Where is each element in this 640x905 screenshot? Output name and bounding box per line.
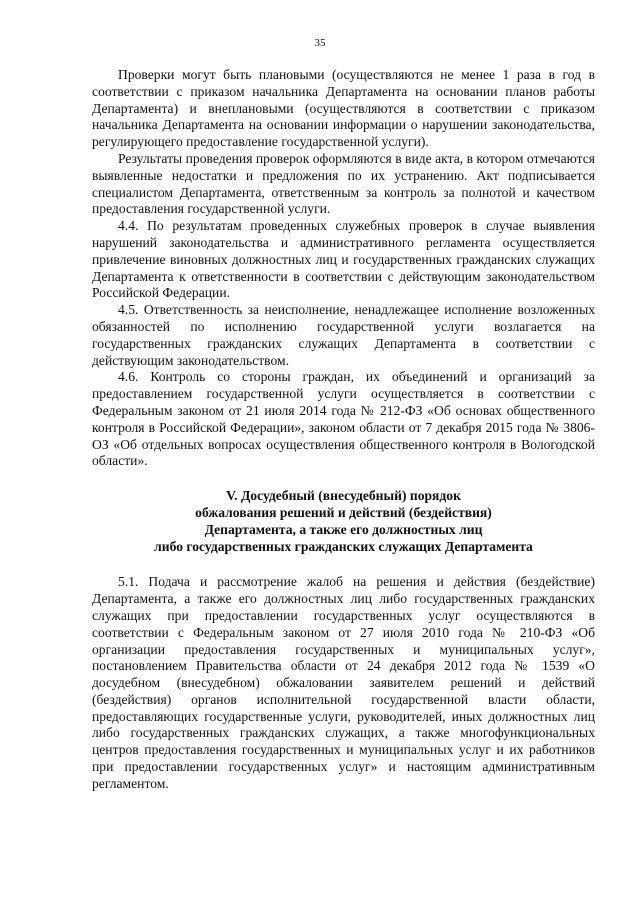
paragraph-inspections: Проверки могут быть плановыми (осуществляются не менее 1 раза в год в соответствии с приказом начальника Департамента на основании планов работы Департамента) и внеплановыми (осуществляются в соответствии с приказом начальника Департамента на основании информации о нарушении законодательства, регулирующего предоставление государственной услуги).	[92, 67, 595, 150]
paragraph-4-6: 4.6. Контроль со стороны граждан, их объединений и организаций за предоставлением государственной услуги осуществляется в соответствии с Федеральным законом от 21 июля 2014 года № 212-ФЗ «Об основах общественного контроля в Российской Федерации», законом области от 7 декабря 2015 года № 3806-ОЗ «Об отдельных вопросах осуществления общественного контроля в Вологодской области».	[92, 369, 595, 469]
paragraph-4-4: 4.4. По результатам проведенных служебных проверок в случае выявления нарушений законодательства и административного регламента осуществляется привлечение виновных должностных лиц и государственных гражданских служащих Департамента к ответственности в соответствии с действующим законодательством Российской Федерации.	[92, 218, 595, 301]
paragraph-4-5: 4.5. Ответственность за неисполнение, ненадлежащее исполнение возложенных обязанностей по исполнению государственной услуги возлагается на государственных гражданских служащих Департамента в соответствии с действующим законодательством.	[92, 302, 595, 368]
section-heading	[92, 488, 595, 555]
page-content	[92, 67, 595, 793]
paragraph-5-1: 5.1. Подача и рассмотрение жалоб на решения и действия (бездействие) Департамента, а также его должностных лиц либо государственных гражданских служащих при предоставлении государственных услуг осуществляются в соответствии с Федеральным законом от 27 июля 2010 года № 210-ФЗ «Об организации предоставления государственных и муниципальных услуг», постановлением Правительства области от 24 декабря 2012 года № 1539 «О досудебном (внесудебном) обжаловании заявителем решений и действий (бездействия) органов исполнительной государственной власти области, предоставляющих государственные услуги, руководителей, иных должностных лиц либо государственных гражданских служащих, а также многофункциональных центров предоставления государственных и муниципальных услуг и их работников при предоставлении государственных услуг» и настоящим административным регламентом.	[92, 574, 595, 791]
paragraph-results: Результаты проведения проверок оформляются в виде акта, в котором отмечаются выявленные недостатки и предложения по их устранению. Акт подписывается специалистом Департамента, ответственным за контроль за полнотой и качеством предоставления государственной услуги.	[92, 150, 595, 217]
section-heading-line: обжалования решений и действий (бездействия)	[195, 504, 492, 520]
page-number: 35	[314, 37, 326, 49]
section-heading-line: V. Досудебный (внесудебный) порядок	[226, 488, 461, 504]
section-heading-line: либо государственных гражданских служащих Департамента	[154, 538, 533, 554]
section-heading-line: Департамента, а также его должностных лиц	[204, 521, 483, 537]
